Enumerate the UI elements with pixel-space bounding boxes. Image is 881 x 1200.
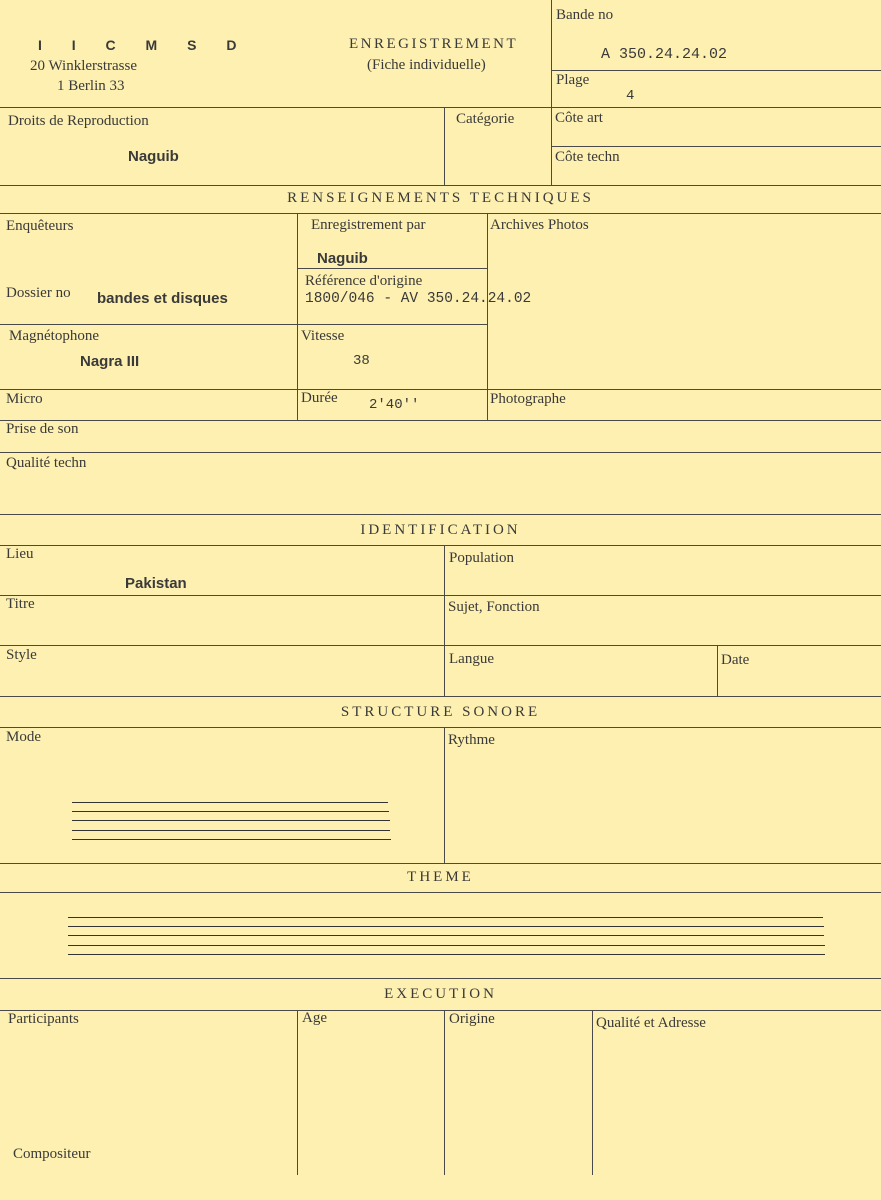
divider (0, 514, 881, 515)
rythme-label: Rythme (448, 732, 495, 748)
duree-label: Durée (301, 390, 338, 406)
enregistrement-par-label: Enregistrement par (311, 217, 426, 233)
prise-de-son-label: Prise de son (6, 421, 79, 437)
divider (0, 1010, 881, 1011)
categorie-label: Catégorie (456, 111, 515, 127)
photographe-label: Photographe (490, 391, 566, 407)
age-label: Age (302, 1010, 327, 1026)
plage-value: 4 (626, 88, 635, 104)
divider (0, 645, 881, 646)
divider (444, 545, 445, 696)
titre-label: Titre (6, 596, 35, 612)
vitesse-value: 38 (353, 353, 370, 369)
participants-label: Participants (8, 1011, 79, 1027)
vitesse-label: Vitesse (301, 328, 345, 344)
enqueteurs-label: Enquêteurs (6, 218, 74, 234)
section-title-structure: STRUCTURE SONORE (340, 704, 541, 720)
micro-label: Micro (6, 391, 43, 407)
style-label: Style (6, 647, 37, 663)
archives-photos-label: Archives Photos (490, 217, 589, 233)
reference-label: Référence d'origine (305, 273, 423, 289)
divider (444, 727, 445, 863)
mode-label: Mode (6, 729, 41, 745)
magnetophone-label: Magnétophone (9, 328, 99, 344)
form-subtitle: (Fiche individuelle) (367, 57, 486, 73)
droits-label: Droits de Reproduction (8, 113, 149, 129)
divider (0, 452, 881, 453)
section-title-identification: IDENTIFICATION (360, 522, 521, 538)
divider (0, 727, 881, 728)
divider (551, 0, 552, 185)
dossier-value: bandes et disques (97, 290, 228, 307)
origine-label: Origine (449, 1011, 495, 1027)
section-title-technique: RENSEIGNEMENTS TECHNIQUES (287, 190, 594, 206)
compositeur-label: Compositeur (13, 1146, 91, 1162)
qualite-adresse-label: Qualité et Adresse (596, 1015, 706, 1031)
dossier-label: Dossier no (6, 285, 71, 301)
divider (444, 107, 445, 185)
section-title-theme: THEME (407, 869, 474, 885)
langue-label: Langue (449, 651, 494, 667)
section-title-execution: EXECUTION (384, 986, 497, 1002)
magnetophone-value: Nagra III (80, 353, 140, 370)
institute-name: I I C M S D (38, 37, 250, 53)
form-title: ENREGISTREMENT (349, 36, 519, 52)
reference-value: 1800/046 - AV 350.24.24.02 (305, 291, 532, 307)
bande-value: A 350.24.24.02 (601, 46, 728, 63)
institute-address-line1: 20 Winklerstrasse (30, 58, 138, 74)
divider (0, 595, 881, 596)
date-label: Date (721, 652, 750, 668)
divider (0, 545, 881, 546)
divider (551, 146, 881, 147)
qualite-techn-label: Qualité techn (6, 455, 87, 471)
cote-techn-label: Côte techn (555, 149, 620, 165)
bande-label: Bande no (556, 7, 614, 23)
plage-label: Plage (556, 72, 590, 88)
divider (717, 645, 718, 696)
divider (444, 1010, 445, 1175)
divider (0, 185, 881, 186)
divider (297, 1010, 298, 1175)
divider (0, 324, 487, 325)
divider (0, 389, 881, 390)
divider (592, 1010, 593, 1175)
lieu-value: Pakistan (125, 575, 187, 592)
enregistrement-par-value: Naguib (317, 250, 368, 267)
cote-art-label: Côte art (555, 110, 603, 126)
divider (297, 268, 487, 269)
population-label: Population (449, 550, 515, 566)
divider (0, 892, 881, 893)
divider (0, 213, 881, 214)
institute-address-line2: 1 Berlin 33 (57, 78, 125, 94)
divider (0, 863, 881, 864)
duree-value: 2'40'' (369, 397, 420, 413)
sujet-label: Sujet, Fonction (448, 599, 540, 615)
divider (0, 978, 881, 979)
lieu-label: Lieu (6, 546, 34, 562)
droits-value: Naguib (128, 148, 179, 165)
divider (0, 107, 881, 108)
divider (0, 696, 881, 697)
divider (551, 70, 881, 71)
divider (0, 420, 881, 421)
